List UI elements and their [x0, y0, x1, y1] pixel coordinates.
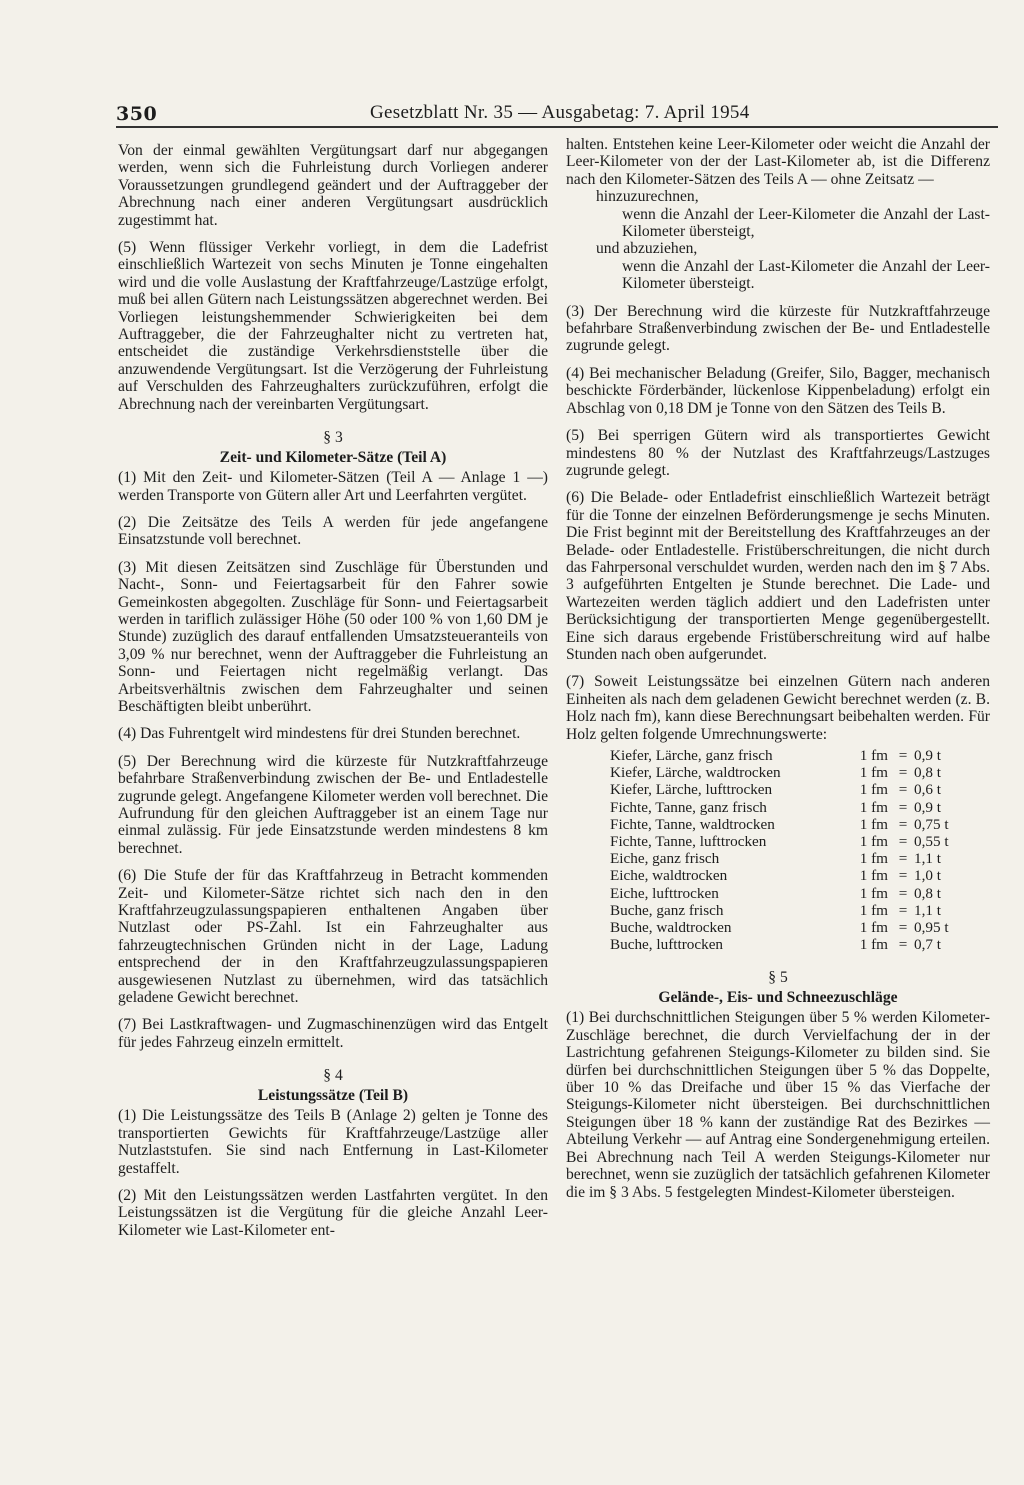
indented-line: wenn die Anzahl der Last-Kilometer die Anzahl der Leer-Kilometer übersteigt.: [622, 257, 990, 293]
table-row: [610, 816, 970, 833]
table-row: [610, 936, 970, 953]
paragraph: (4) Das Fuhrentgelt wird mindestens für drei Stunden berechnet.: [118, 725, 521, 743]
right-column: [566, 136, 990, 1211]
equals-sign: =: [898, 781, 908, 799]
equals-sign: =: [898, 901, 908, 919]
table-row: [610, 867, 970, 884]
weight-value: 0,6 t: [914, 781, 942, 799]
wood-name: Kiefer, Lärche, lufttrocken: [610, 781, 773, 799]
section-title: Zeit- und Kilometer-Sätze (Teil A): [219, 449, 447, 467]
section-number: § 3: [323, 429, 343, 447]
section-number: § 5: [768, 969, 788, 987]
weight-value: 1,1 t: [914, 901, 942, 919]
table-row: [610, 885, 970, 902]
equals-sign: =: [898, 833, 908, 851]
equals-sign: =: [898, 936, 908, 954]
indented-line: wenn die Anzahl der Leer-Kilometer die Anzahl der Last-Kilometer übersteigt,: [622, 205, 990, 241]
table-row: [610, 919, 970, 936]
table-row: [610, 781, 970, 798]
paragraph: halten. Entstehen keine Leer-Kilometer oder weicht die Anzahl der Leer-Kilometer von der der Last-Kilometer ab, ist die Differenz nach den Kilometer-Sätzen des Teils A — ohne Zeitsatz —: [566, 136, 990, 188]
paragraph: (5) Bei sperrigen Gütern wird als transportiertes Gewicht mindestens 80 % der Nutzlast des Kraftfahrzeugs/Lastzuges zugrunde gelegt.: [566, 427, 990, 479]
unit: 1 fm: [859, 936, 888, 954]
paragraph: (3) Der Berechnung wird die kürzeste für Nutzkraftfahrzeuge befahrbare Straßenverbindung zwischen der Be- und Entladestelle zugrunde gelegt.: [566, 302, 990, 355]
unit: 1 fm: [859, 781, 888, 799]
wood-name: Eiche, waldtrocken: [610, 867, 728, 885]
paragraph: (3) Mit diesen Zeitsätzen sind Zuschläge für Überstunden und Nacht-, Sonn- und Feiertagsarbeit für den Fahrer sowie Gemeinkosten abgegolten. Zuschläge für Sonn- und Feiertagsarbeit werden in tariflich zulässiger Höhe (50 oder 100 % von 1,60 DM je Stunde) zuzüglich des darauf entfallenden Umsatzsteueranteils von 3,09 % nur berechnet, wenn der Auftraggeber die Fuhrleistung an Sonn- und Feiertagen nicht regelmäßig verlangt. Das Arbeitsverhältnis zwischen dem Fahrzeughalter und seinen Beschäftigten bleibt unberührt.: [118, 558, 548, 715]
equals-sign: =: [898, 919, 908, 937]
page-header-title: Gesetzblatt Nr. 35 — Ausgabetag: 7. April 1954: [370, 102, 750, 123]
indented-line: und abzuziehen,: [596, 240, 698, 258]
wood-name: Kiefer, Lärche, waldtrocken: [610, 764, 781, 782]
table-row: [610, 764, 970, 781]
unit: 1 fm: [859, 884, 888, 902]
equals-sign: =: [898, 884, 908, 902]
unit: 1 fm: [859, 833, 888, 851]
weight-value: 0,9 t: [914, 747, 942, 764]
wood-name: Kiefer, Lärche, ganz frisch: [610, 747, 773, 764]
paragraph: (6) Die Belade- oder Entladefrist einschließlich Wartezeit beträgt für die Tonne der einzelnen Beförderungsmenge je sechs Minuten. Die Frist beginnt mit der Bereitstellung des Kraftfahrzeuges an der Belade- oder Entladestelle. Fristüberschreitungen, die nicht durch das Fahrpersonal verschuldet wurden, werden nach den im § 7 Abs. 3 aufgeführten Entgelten je Stunde berechnet. Die Lade- und Wartezeiten werden täglich addiert und den Ladefristen unter Berücksichtigung der transportierten Menge gegenübergestellt. Eine sich daraus ergebende Fristüberschreitung wird auf halbe Stunden nach oben aufgerundet.: [566, 489, 990, 663]
paragraph: (2) Mit den Leistungssätzen werden Lastfahrten vergütet. In den Leistungssätzen ist die Vergütung für die gleiche Anzahl Leer-Kilometer wie Last-Kilometer ent-: [118, 1186, 548, 1239]
unit: 1 fm: [859, 850, 888, 868]
wood-conversion-table: [610, 747, 970, 953]
wood-name: Eiche, ganz frisch: [610, 850, 720, 868]
weight-value: 0,8 t: [914, 764, 942, 782]
header-rule: [116, 126, 998, 128]
unit: 1 fm: [859, 798, 888, 816]
table-row: [610, 850, 970, 867]
weight-value: 0,95 t: [914, 919, 949, 937]
table-row: [610, 833, 970, 850]
wood-name: Fichte, Tanne, lufttrocken: [610, 833, 767, 851]
paragraph: (7) Soweit Leistungssätze bei einzelnen Gütern nach anderen Einheiten als nach dem geladenen Gewicht berechnet werden (z. B. Holz nach fm), kann diese Berechnungsart beibehalten werden. Für Holz gelten folgende Umrechnungswerte:: [566, 673, 990, 743]
section-title: Gelände-, Eis- und Schneezuschläge: [658, 989, 898, 1007]
paragraph: (6) Die Stufe der für das Kraftfahrzeug in Betracht kommenden Zeit- und Kilometer-Sätze richtet sich nach den in den Kraftfahrzeugzulassungspapieren enthaltenen Angaben über Nutzlast oder PS-Zahl. Ist ein Fahrzeughalter aus fahrzeugtechnischen Gründen nicht in der Lage, Ladung entsprechend der in den Kraftfahrzeugzulassungspapieren ausgewiesenen Nutzlast zu übernehmen, wird das tatsächlich geladene Gewicht berechnet.: [118, 867, 548, 1007]
paragraph: (7) Bei Lastkraftwagen- und Zugmaschinenzügen wird das Entgelt für jedes Fahrzeug einzeln ermittelt.: [118, 1016, 548, 1051]
table-row: [610, 747, 970, 764]
unit: 1 fm: [859, 867, 888, 885]
section-title: Leistungssätze (Teil B): [257, 1087, 409, 1105]
wood-name: Fichte, Tanne, ganz frisch: [610, 798, 767, 816]
paragraph: (1) Mit den Zeit- und Kilometer-Sätzen (Teil A — Anlage 1 —) werden Transporte von Gütern aller Art und Leerfahrten vergütet.: [118, 469, 548, 504]
equals-sign: =: [898, 850, 908, 868]
table-row: [610, 902, 970, 919]
wood-name: Buche, ganz frisch: [610, 901, 724, 919]
page-number: 350: [116, 103, 158, 125]
equals-sign: =: [898, 747, 908, 764]
indented-line: hinzuzurechnen,: [596, 188, 699, 206]
weight-value: 0,8 t: [914, 884, 942, 902]
weight-value: 1,1 t: [914, 850, 942, 868]
wood-name: Fichte, Tanne, waldtrocken: [610, 815, 775, 833]
weight-value: 1,0 t: [914, 867, 942, 885]
unit: 1 fm: [859, 901, 888, 919]
weight-value: 0,75 t: [914, 815, 949, 833]
unit: 1 fm: [859, 815, 888, 833]
equals-sign: =: [898, 798, 908, 816]
equals-sign: =: [898, 867, 908, 885]
weight-value: 0,9 t: [914, 798, 942, 816]
paragraph: (2) Die Zeitsätze des Teils A werden für jede angefangene Einsatzstunde voll berechnet.: [118, 513, 548, 549]
wood-name: Buche, lufttrocken: [610, 936, 724, 954]
paragraph: (1) Bei durchschnittlichen Steigungen über 5 % werden Kilometer-Zuschläge berechnet, die durch Vervielfachung der in der Lastrichtung gefahrenen Steigungs-Kilometer zu bilden sind. Sie dürfen bei durchschnittlichen Steigungen über 5 % das Doppelte, über 10 % das Dreifache und über 15 % das Vierfache der Steigungs-Kilometer nicht übersteigen. Bei durchschnittlichen Steigungen über 18 % kann der zuständige Rat des Bezirkes — Abteilung Verkehr — auf Antrag eine Sondergenehmigung erteilen. Bei Abrechnung nach Teil A werden Steigungs-Kilometer nur berechnet, wenn sie zuzüglich der tatsächlich gefahrenen Kilometer die im § 3 Abs. 5 festgelegten Mindest-Kilometer übersteigen.: [566, 1009, 990, 1201]
section-number: § 4: [323, 1067, 343, 1085]
unit: 1 fm: [859, 764, 888, 782]
paragraph: Von der einmal gewählten Vergütungsart darf nur abgegangen werden, wenn sich die Fuhrleistung durch Vorliegen anderer Voraussetzungen grundlegend geändert und der Auftraggeber der Abrechnung nach einer anderen Vergütungsart ausdrücklich zugestimmt hat.: [118, 142, 548, 229]
paragraph: (4) Bei mechanischer Beladung (Greifer, Silo, Bagger, mechanisch beschickte Förderbänder, lückenlose Kippenbeladung) erfolgt ein Abschlag von 0,18 DM je Tonne von den Sätzen des Teils B.: [566, 364, 990, 417]
wood-name: Eiche, lufttrocken: [610, 884, 719, 902]
unit: 1 fm: [859, 919, 888, 937]
table-row: [610, 799, 970, 816]
weight-value: 0,7 t: [914, 936, 942, 954]
weight-value: 0,55 t: [914, 833, 949, 851]
paragraph: (5) Wenn flüssiger Verkehr vorliegt, in dem die Ladefrist einschließlich Wartezeit von sechs Minuten je Tonne eingehalten wird und die volle Auslastung der Kraftfahrzeuge/Lastzüge erfolgt, muß bei allen Gütern nach Leistungssätzen abgerechnet werden. Bei Vorliegen leistungshemmender Schwierigkeiten bei dem Auftraggeber, die der Fahrzeughalter nicht zu vertreten hat, entscheidet die zuständige Verkehrsdienststelle über die anzuwendende Vergütungsart. Ist die Verzögerung der Fuhrleistung auf Verschulden des Fahrzeughalters zurückzuführen, erfolgt die Abrechnung nach der vereinbarten Vergütungsart.: [118, 239, 548, 413]
equals-sign: =: [898, 815, 908, 833]
paragraph: (1) Die Leistungssätze des Teils B (Anlage 2) gelten je Tonne des transportierten Gewichts für Kraftfahrzeuge/Lastzüge aller Nutzlaststufen. Sie sind nach Entfernung in Last-Kilometer gestaffelt.: [118, 1107, 548, 1177]
left-column: [118, 142, 548, 1249]
wood-name: Buche, waldtrocken: [610, 919, 732, 937]
equals-sign: =: [898, 764, 908, 782]
paragraph: (5) Der Berechnung wird die kürzeste für Nutzkraftfahrzeuge befahrbare Straßenverbindung zwischen der Be- und Entladestelle zugrunde gelegt. Angefangene Kilometer werden voll berechnet. Die Aufrundung für den gleichen Auftraggeber ist an einem Tage nur einmal zulässig. Für jede Einsatzstunde werden mindestens 8 km berechnet.: [118, 752, 548, 857]
unit: 1 fm: [859, 747, 888, 764]
